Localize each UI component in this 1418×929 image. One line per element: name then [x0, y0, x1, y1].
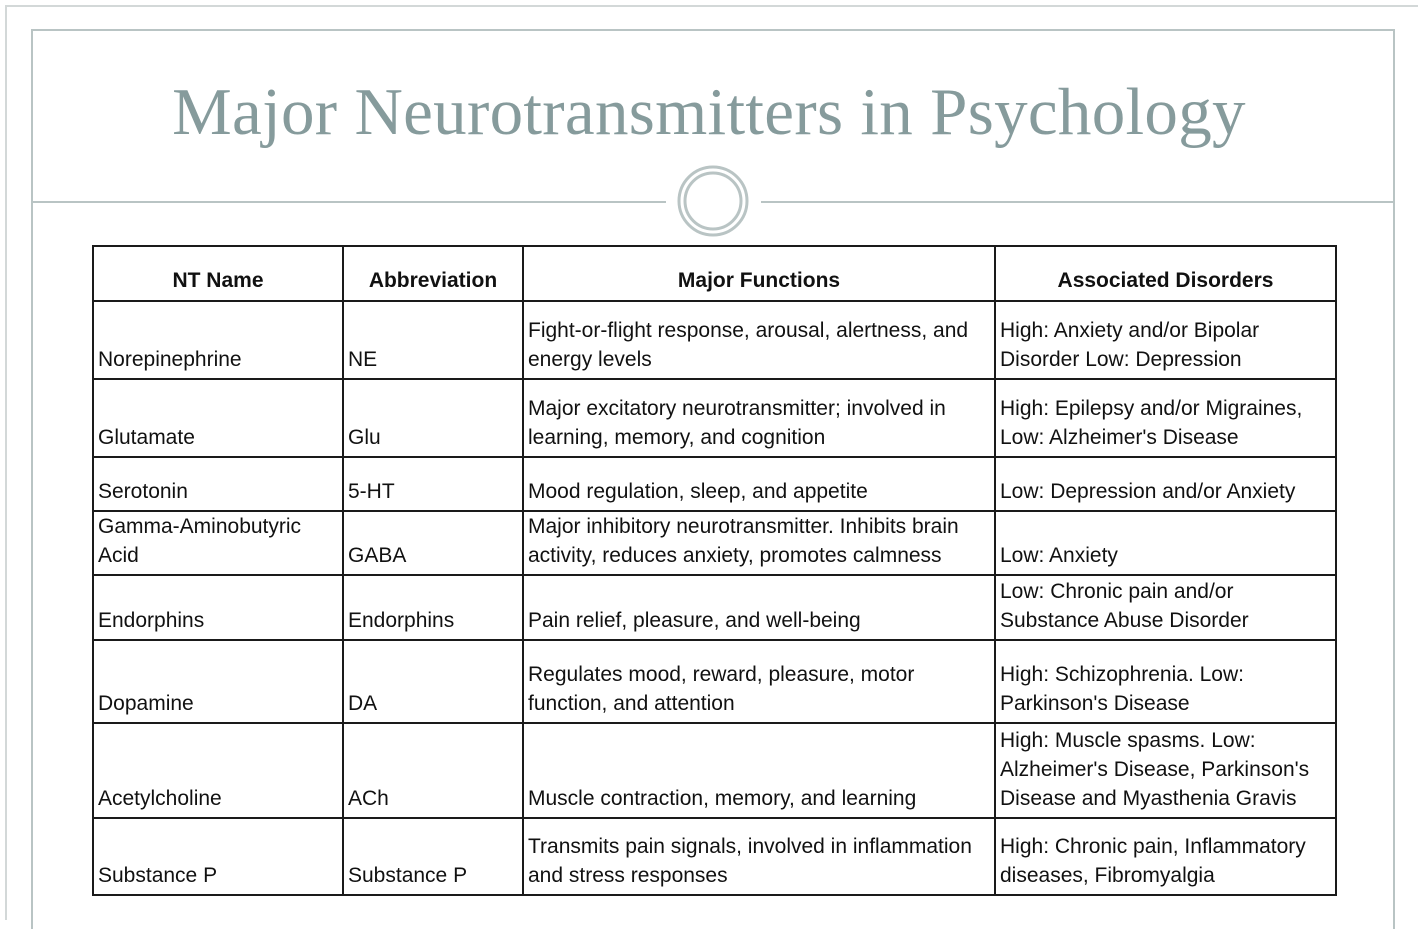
disorders-cell: High: Epilepsy and/or Migraines, Low: Alzheimer's Disease: [995, 379, 1336, 457]
disorders-cell: High: Schizophrenia. Low: Parkinson's Disease: [995, 640, 1336, 723]
column-header-nt-name: NT Name: [93, 246, 343, 301]
disorders-cell: Low: Depression and/or Anxiety: [995, 457, 1336, 511]
functions-cell: Regulates mood, reward, pleasure, motor function, and attention: [523, 640, 995, 723]
table-header-row: [93, 246, 1336, 301]
abbreviation-cell: ACh: [343, 723, 523, 818]
column-header-major-functions: Major Functions: [523, 246, 995, 301]
disorders-cell: High: Muscle spasms. Low: Alzheimer's Disease, Parkinson's Disease and Myasthenia Gravis: [995, 723, 1336, 818]
table-row: [93, 723, 1336, 818]
title-divider-left: [32, 201, 666, 203]
disorders-cell: High: Chronic pain, Inflammatory diseases, Fibromyalgia: [995, 818, 1336, 895]
table-row: [93, 511, 1336, 575]
abbreviation-cell: Substance P: [343, 818, 523, 895]
nt-name-cell: Glutamate: [93, 379, 343, 457]
nt-name-cell: Serotonin: [93, 457, 343, 511]
functions-cell: Fight-or-flight response, arousal, alertness, and energy levels: [523, 301, 995, 379]
functions-cell: Major inhibitory neurotransmitter. Inhibits brain activity, reduces anxiety, promotes calmness: [523, 511, 995, 575]
abbreviation-cell: DA: [343, 640, 523, 723]
neurotransmitter-table: [92, 245, 1337, 896]
functions-cell: Pain relief, pleasure, and well-being: [523, 575, 995, 640]
abbreviation-cell: Endorphins: [343, 575, 523, 640]
disorders-cell: Low: Chronic pain and/or Substance Abuse Disorder: [995, 575, 1336, 640]
table-row: [93, 379, 1336, 457]
abbreviation-cell: 5-HT: [343, 457, 523, 511]
table-row: [93, 457, 1336, 511]
nt-name-cell: Endorphins: [93, 575, 343, 640]
nt-name-cell: Substance P: [93, 818, 343, 895]
slide-title: Major Neurotransmitters in Psychology: [172, 75, 1246, 149]
nt-name-cell: Gamma-Aminobutyric Acid: [93, 511, 343, 575]
table-row: [93, 640, 1336, 723]
abbreviation-cell: NE: [343, 301, 523, 379]
disorders-cell: Low: Anxiety: [995, 511, 1336, 575]
column-header-associated-disorders: Associated Disorders: [995, 246, 1336, 301]
nt-name-cell: Dopamine: [93, 640, 343, 723]
column-header-abbreviation: Abbreviation: [343, 246, 523, 301]
abbreviation-cell: GABA: [343, 511, 523, 575]
functions-cell: Transmits pain signals, involved in inflammation and stress responses: [523, 818, 995, 895]
functions-cell: Major excitatory neurotransmitter; involved in learning, memory, and cognition: [523, 379, 995, 457]
double-ring-icon: [676, 164, 750, 238]
disorders-cell: High: Anxiety and/or Bipolar Disorder Low: Depression: [995, 301, 1336, 379]
nt-name-cell: Norepinephrine: [93, 301, 343, 379]
table-row: [93, 818, 1336, 895]
table-row: [93, 575, 1336, 640]
functions-cell: Muscle contraction, memory, and learning: [523, 723, 995, 818]
title-divider-right: [761, 201, 1394, 203]
abbreviation-cell: Glu: [343, 379, 523, 457]
functions-cell: Mood regulation, sleep, and appetite: [523, 457, 995, 511]
nt-name-cell: Acetylcholine: [93, 723, 343, 818]
table-row: [93, 301, 1336, 379]
